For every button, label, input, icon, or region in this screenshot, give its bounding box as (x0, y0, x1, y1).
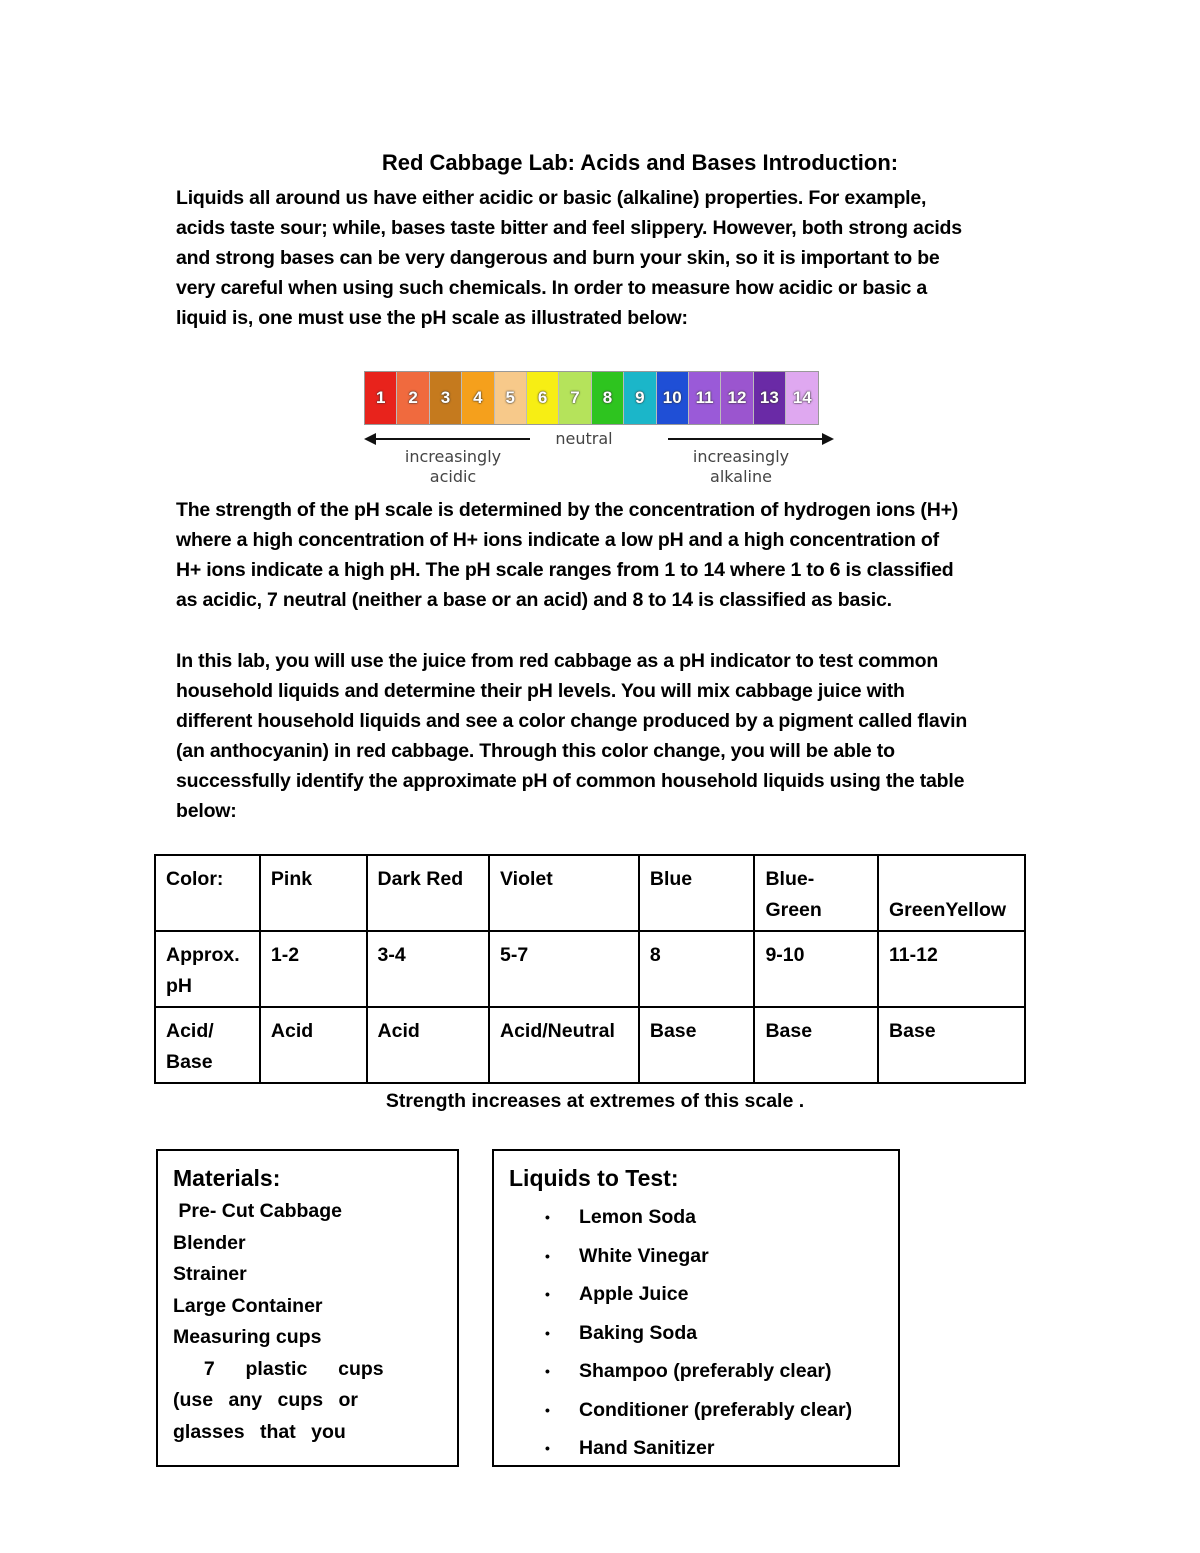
alkaline-label (676, 447, 806, 487)
table-cell-text: GreenYellow (889, 899, 1007, 921)
table-cell (367, 931, 489, 1007)
indicator-table (154, 854, 1026, 1084)
table-cell-text: 8 (649, 944, 661, 966)
materials-item: (use any cups or (173, 1389, 358, 1411)
strength-line: where a high concentration of H+ ions indicate a low pH and a high concentration of (176, 529, 939, 551)
bullet-icon: • (545, 1209, 550, 1225)
table-cell-text: Violet (500, 868, 553, 890)
acidic-arrow (370, 438, 530, 440)
ph-cell-8: 8 (592, 372, 624, 424)
list-item (509, 1314, 898, 1353)
strength-paragraph (176, 495, 1036, 615)
arrow-right-icon (822, 433, 834, 445)
liquids-heading: Liquids to Test: (509, 1165, 679, 1191)
table-cell (155, 1007, 260, 1083)
lab-line: different household liquids and see a color change produced by a pigment called flavin (176, 710, 968, 732)
materials-heading: Materials: (173, 1165, 281, 1191)
alkaline-label-line: increasingly (692, 447, 790, 466)
list-item (509, 1198, 898, 1237)
materials-box (156, 1149, 459, 1467)
ph-scale-figure (364, 371, 834, 489)
lab-line: successfully identify the approximate pH of common household liquids using the table (176, 770, 965, 792)
ph-scale-bar (364, 371, 819, 425)
table-cell (878, 1007, 1025, 1083)
table-cell (489, 855, 639, 931)
liquid-name: Apple Juice (579, 1283, 689, 1305)
page-title: Red Cabbage Lab: Acids and Bases Introduction: (381, 150, 899, 175)
intro-line: and strong bases can be very dangerous and burn your skin, so it is important to be (176, 247, 940, 269)
materials-item: Strainer (173, 1263, 247, 1285)
table-cell-text: Color: (166, 868, 224, 890)
lab-line: below: (176, 800, 237, 822)
bullet-icon: • (545, 1286, 550, 1302)
ph-cell-11: 11 (689, 372, 721, 424)
table-row (155, 855, 1025, 931)
intro-line: acids taste sour; while, bases taste bitter and feel slippery. However, both strong acids (176, 217, 962, 239)
materials-item: 7 plastic cups (173, 1357, 384, 1380)
intro-paragraph (176, 183, 1036, 333)
ph-cell-10: 10 (657, 372, 689, 424)
ph-cell-2: 2 (397, 372, 429, 424)
table-row (155, 931, 1025, 1007)
liquid-name: Hand Sanitizer (579, 1437, 715, 1459)
liquid-name: Lemon Soda (579, 1206, 697, 1228)
materials-item: Measuring cups (173, 1326, 322, 1348)
ph-cell-3: 3 (430, 372, 462, 424)
materials-item: Large Container (173, 1294, 323, 1317)
acidic-label-line: acidic (429, 467, 477, 486)
table-cell (639, 931, 755, 1007)
neutral-label: neutral (555, 429, 613, 448)
intro-line: very careful when using such chemicals. In order to measure how acidic or basic a (176, 277, 928, 299)
liquid-name: Shampoo (preferably clear) (579, 1360, 832, 1382)
table-cell-text: 5-7 (500, 944, 529, 966)
ph-cell-6: 6 (527, 372, 559, 424)
table-cell (155, 855, 260, 931)
table-cell (260, 1007, 367, 1083)
lab-line: (an anthocyanin) in red cabbage. Through this color change, you will be able to (176, 740, 895, 762)
materials-list (173, 1196, 457, 1448)
liquids-list (509, 1198, 898, 1467)
table-cell (367, 855, 489, 931)
table-cell-text: 3-4 (377, 944, 406, 966)
bullet-icon: • (545, 1247, 550, 1264)
ph-cell-9: 9 (624, 372, 656, 424)
list-item (509, 1275, 898, 1314)
table-cell-text: 11-12 (889, 944, 938, 966)
ph-cell-4: 4 (462, 372, 494, 424)
strength-line: H+ ions indicate a high pH. The pH scale ranges from 1 to 14 where 1 to 6 is classified (176, 559, 954, 581)
materials-item: Pre- Cut Cabbage (173, 1200, 343, 1222)
bullet-icon: • (545, 1363, 550, 1379)
lab-line: household liquids and determine their pH levels. You will mix cabbage juice with (176, 680, 905, 702)
table-cell (639, 855, 755, 931)
strength-line: as acidic, 7 neutral (neither a base or an acid) and 8 to 14 is classified as basic. (176, 589, 892, 611)
materials-item: Blender (173, 1231, 246, 1254)
table-cell-text: Green (765, 899, 822, 921)
table-cell-text: Acid (270, 1020, 314, 1042)
ph-cell-13: 13 (754, 372, 786, 424)
bullet-icon: • (545, 1324, 550, 1341)
table-cell (260, 931, 367, 1007)
table-cell-text: Base (649, 1020, 697, 1042)
table-cell-text: 1-2 (270, 944, 300, 966)
table-cell-text: 9-10 (765, 944, 805, 966)
table-cell-text: Blue- (765, 868, 815, 890)
list-item (509, 1391, 898, 1430)
table-cell (754, 931, 878, 1007)
lab-paragraph (176, 646, 1036, 826)
table-cell (878, 931, 1025, 1007)
table-cell-text: Acid (377, 1020, 420, 1042)
table-cell-text: Approx. (166, 944, 240, 966)
intro-line: Liquids all around us have either acidic or basic (alkaline) properties. For example, (176, 187, 927, 209)
liquid-name: Baking Soda (579, 1321, 698, 1344)
list-item (509, 1352, 898, 1391)
table-cell-text: Dark Red (377, 868, 464, 890)
list-item (509, 1237, 898, 1276)
table-cell (489, 931, 639, 1007)
liquid-name: White Vinegar (579, 1244, 709, 1267)
table-cell (754, 855, 878, 931)
lab-line: In this lab, you will use the juice from red cabbage as a pH indicator to test common (176, 650, 939, 672)
ph-cell-1: 1 (365, 372, 397, 424)
ph-cell-7: 7 (559, 372, 591, 424)
intro-line: liquid is, one must use the pH scale as illustrated below: (176, 307, 688, 329)
ph-cell-14: 14 (786, 372, 818, 424)
materials-item: glasses that you (173, 1420, 346, 1443)
bullet-icon: • (545, 1440, 550, 1456)
acidic-label-line: increasingly (404, 447, 502, 466)
liquids-box (492, 1149, 900, 1467)
table-cell-text: Base (889, 1020, 936, 1042)
table-cell-text: pH (166, 975, 192, 997)
alkaline-label-line: alkaline (710, 467, 772, 486)
table-cell (639, 1007, 755, 1083)
table-cell (878, 855, 1025, 931)
table-cell-text: Acid/Neutral (500, 1020, 615, 1042)
strength-note: Strength increases at extremes of this scale . (385, 1090, 805, 1112)
table-row (155, 1007, 1025, 1083)
table-cell-text: Acid/ (166, 1020, 214, 1042)
table-cell (754, 1007, 878, 1083)
ph-cell-12: 12 (721, 372, 753, 424)
table-cell-text: Pink (270, 868, 313, 890)
ph-cell-5: 5 (495, 372, 527, 424)
table-cell (489, 1007, 639, 1083)
liquid-name: Conditioner (preferably clear) (579, 1398, 853, 1421)
table-cell-text: Blue (649, 868, 693, 890)
table-cell (260, 855, 367, 931)
acidic-label (388, 447, 518, 487)
alkaline-arrow (668, 438, 828, 440)
list-item (509, 1429, 898, 1467)
table-cell-text: Base (765, 1020, 813, 1042)
table-cell (155, 931, 260, 1007)
table-cell (367, 1007, 489, 1083)
table-cell-text: Base (166, 1051, 213, 1073)
bullet-icon: • (545, 1401, 550, 1418)
strength-line: The strength of the pH scale is determined by the concentration of hydrogen ions (H+) (176, 499, 959, 521)
